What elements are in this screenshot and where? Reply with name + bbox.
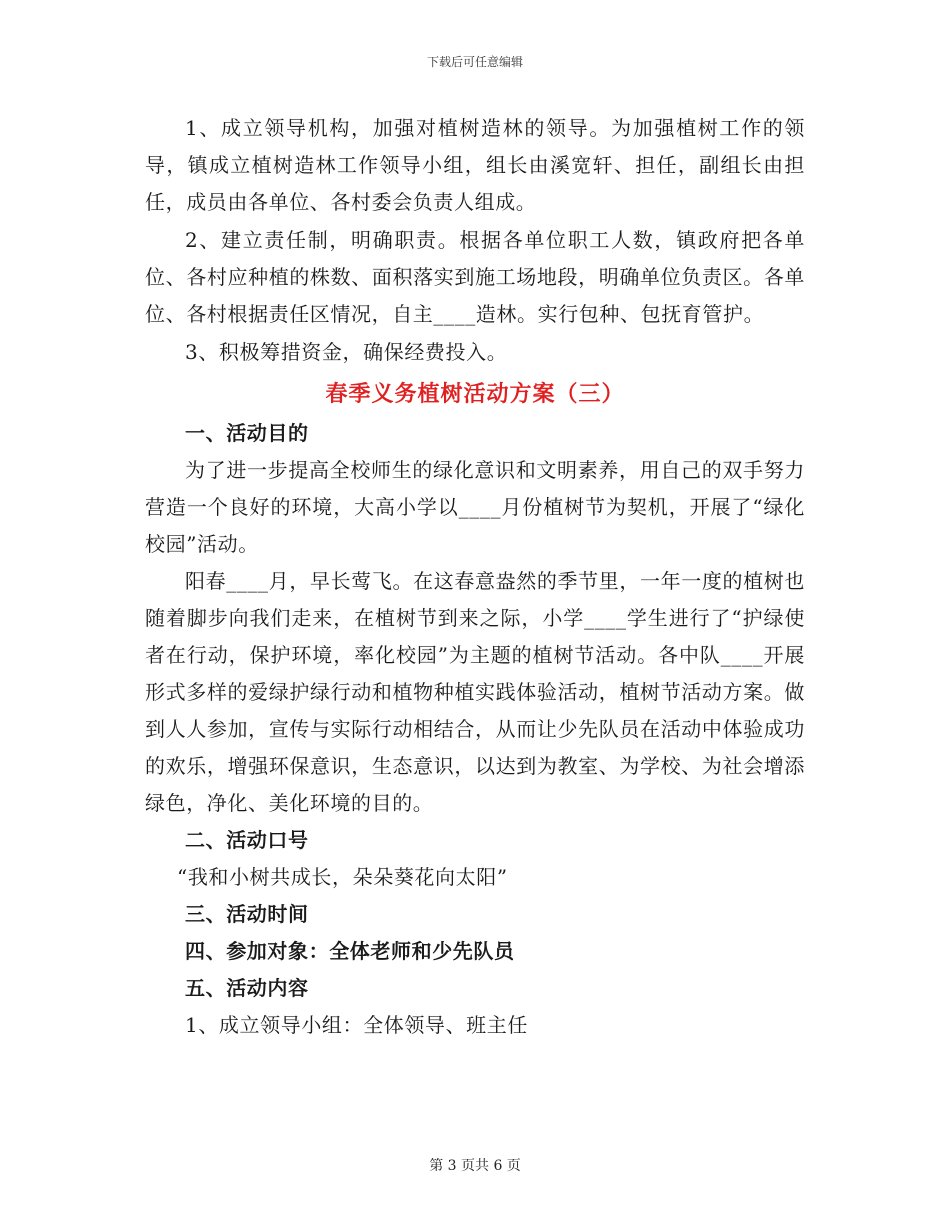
section-heading-purpose: 一、活动目的 [185,421,309,445]
paragraph-purpose-1: 为了进一步提高全校师生的绿化意识和文明素养，用自己的双手努力营造一个良好的环境，大高小学以____月份植树节为契机，开展了“绿化校园”活动。 [145,458,805,556]
content-item-1: 1、成立领导小组：全体领导、班主任 [185,1013,528,1037]
section-heading-time: 三、活动时间 [185,902,309,926]
section-heading-content: 五、活动内容 [185,976,309,1000]
page-header: 下载后可任意编辑 [426,55,523,69]
page-footer: 第 3 页共 6 页 [429,1158,521,1174]
slogan-text: “我和小树共成长，朵朵葵花向太阳” [177,865,508,889]
section-heading-slogan: 二、活动口号 [185,828,309,852]
section-heading-participants: 四、参加对象：全体老师和少先队员 [185,939,515,963]
paragraph-responsibility: 2、建立责任制，明确职责。根据各单位职工人数，镇政府把各单位、各村应种植的株数、面积落实到施工场地段，明确单位负责区。各单位、各村根据责任区情况，自主____造林。实行包种、包抚育管护。 [145,228,805,326]
document-title: 春季义务植树活动方案（三） [325,381,625,407]
paragraph-purpose-2: 阳春____月，早长莺飞。在这春意盎然的季节里，一年一度的植树也随着脚步向我们走来，在植树节到来之际，小学____学生进行了“护绿使者在行动，保护环境，率化校园”为主题的植树节活动。各中队____开展形式多样的爱绿护绿行动和植物种植实践体验活动，植树节活动方案。做到人人参加，宣传与实际行动相结合，从而让少先队员在活动中体验成功的欢乐，增强环保意识，生态意识，以达到为教室、为学校、为社会增添绿色，净化、美化环境的目的。 [145,569,805,815]
paragraph-leadership: 1、成立领导机构，加强对植树造林的领导。为加强植树工作的领导，镇成立植树造林工作领导小组，组长由溪宽轩、担任，副组长由担任，成员由各单位、各村委会负责人组成。 [145,116,805,214]
paragraph-funding: 3、积极筹措资金，确保经费投入。 [185,340,508,364]
document-body [145,110,805,1044]
